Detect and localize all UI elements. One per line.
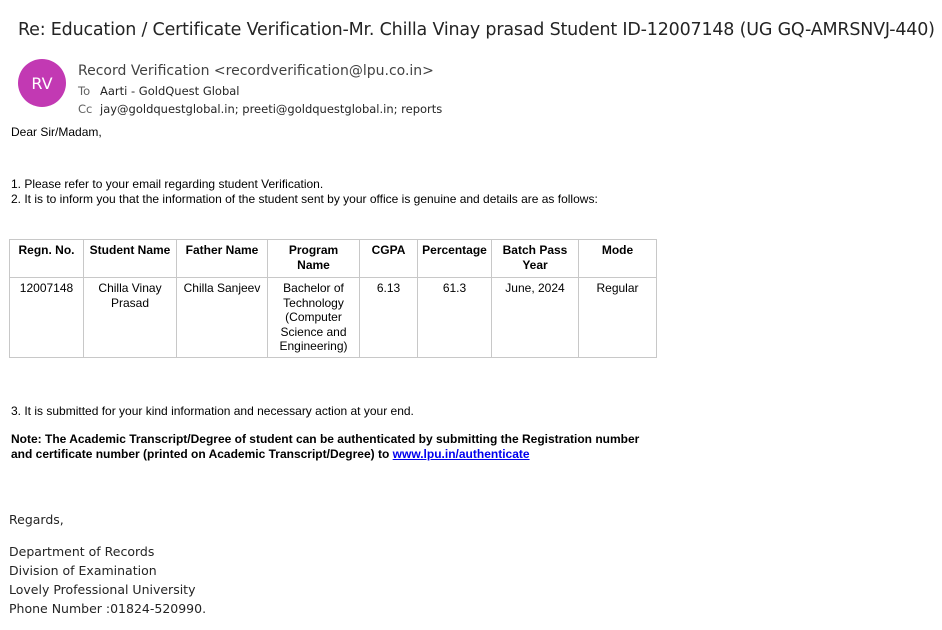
to-label: To xyxy=(78,84,91,98)
cell-father-name: Chilla Sanjeev xyxy=(177,278,268,358)
to-row xyxy=(78,84,240,98)
cell-mode: Regular xyxy=(579,278,657,358)
to-recipient[interactable]: Aarti - GoldQuest Global xyxy=(100,84,240,98)
signature-department: Department of Records xyxy=(9,544,155,559)
cc-row xyxy=(78,102,442,116)
header-percentage: Percentage xyxy=(418,240,492,278)
header-regn-no: Regn. No. xyxy=(10,240,84,278)
cell-regn-no: 12007148 xyxy=(10,278,84,358)
greeting: Dear Sir/Madam, xyxy=(11,125,102,139)
signature-division: Division of Examination xyxy=(9,563,157,578)
header-mode: Mode xyxy=(579,240,657,278)
header-father-name: Father Name xyxy=(177,240,268,278)
cell-batch-pass-year: June, 2024 xyxy=(492,278,579,358)
note-text: Note: The Academic Transcript/Degree of student can be authenticated by submitting the Registration number and certificate number (printed on Academic Transcript/Degree) to xyxy=(11,432,640,461)
cell-program-name: Bachelor of Technology (Computer Science and Engineering) xyxy=(268,278,360,358)
cc-label: Cc xyxy=(78,102,93,116)
signature-university: Lovely Professional University xyxy=(9,582,196,597)
cell-percentage: 61.3 xyxy=(418,278,492,358)
authentication-note xyxy=(11,432,651,462)
table-header-row xyxy=(10,240,657,278)
header-cgpa: CGPA xyxy=(360,240,418,278)
header-batch-pass-year: Batch Pass Year xyxy=(492,240,579,278)
authenticate-link[interactable]: www.lpu.in/authenticate xyxy=(392,447,530,461)
sender-avatar[interactable]: RV xyxy=(18,59,66,107)
point-1: 1. Please refer to your email regarding student Verification. xyxy=(11,177,324,191)
student-details-table xyxy=(9,239,657,358)
cell-cgpa: 6.13 xyxy=(360,278,418,358)
signature-regards: Regards, xyxy=(9,512,64,527)
cell-student-name: Chilla Vinay Prasad xyxy=(84,278,177,358)
header-program-name: Program Name xyxy=(268,240,360,278)
point-2: 2. It is to inform you that the information of the student sent by your office is genuine and details are as follows: xyxy=(11,192,598,206)
table-row xyxy=(10,278,657,358)
email-subject: Re: Education / Certificate Verification-Mr. Chilla Vinay prasad Student ID-12007148 (UG GQ-AMRSNVJ-440) xyxy=(18,20,935,40)
signature-phone: Phone Number :01824-520990. xyxy=(9,601,207,616)
point-3: 3. It is submitted for your kind information and necessary action at your end. xyxy=(11,404,414,418)
cc-recipients[interactable]: jay@goldquestglobal.in; preeti@goldquestglobal.in; reports xyxy=(100,102,443,116)
header-student-name: Student Name xyxy=(84,240,177,278)
sender-name[interactable]: Record Verification <recordverification@lpu.co.in> xyxy=(78,63,434,79)
